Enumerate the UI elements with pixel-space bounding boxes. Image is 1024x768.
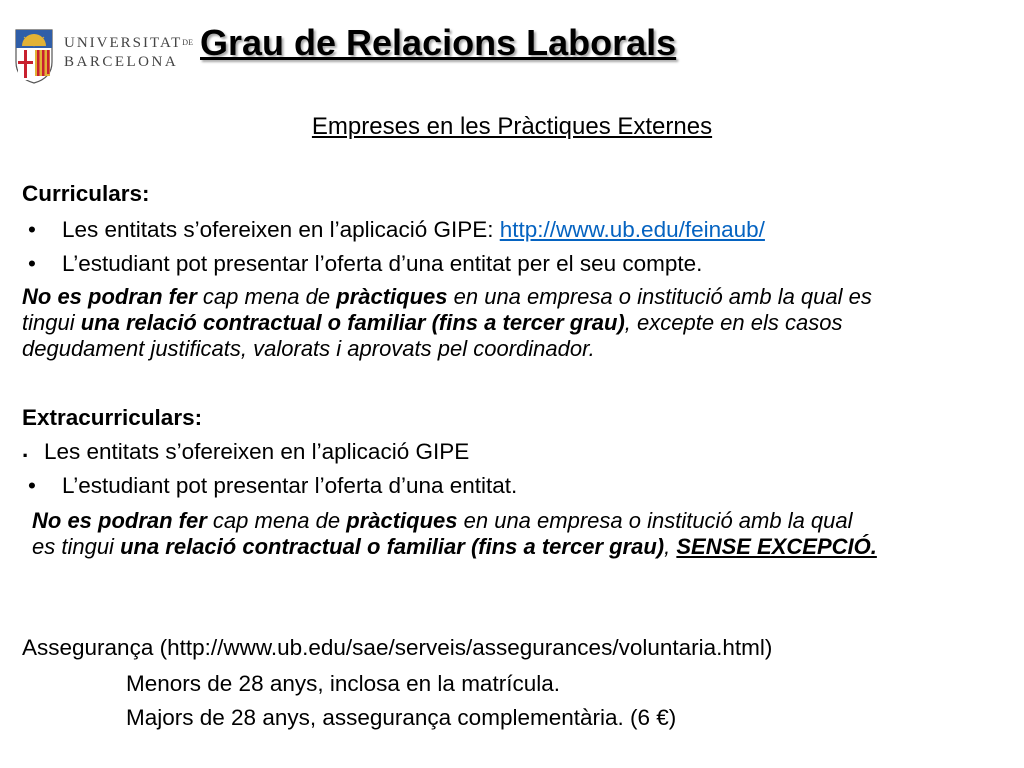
curriculars-item-1-text: Les entitats s’ofereixen en l’aplicació GIPE: bbox=[62, 217, 500, 242]
bullet-icon: • bbox=[28, 251, 36, 276]
insurance-line: Assegurança (http://www.ub.edu/sae/serveis/assegurances/voluntaria.html) bbox=[22, 635, 773, 660]
feinaub-link[interactable]: http://www.ub.edu/feinaub/ bbox=[499, 217, 765, 242]
extracurriculars-note: No es podran fer cap mena de pràctiques en una empresa o institució amb la qual es tingui una relació contractual o familiar (fins a tercer grau), SENSE EXCEPCIÓ. bbox=[32, 508, 877, 559]
insurance-under-28: Menors de 28 anys, inclosa en la matrícula. bbox=[126, 671, 560, 696]
page-title: Grau de Relacions Laborals bbox=[200, 22, 677, 63]
curriculars-item-1 bbox=[62, 216, 765, 244]
university-shield-icon bbox=[14, 28, 54, 84]
curriculars-item-2: L’estudiant pot presentar l’oferta d’una entitat per el seu compte. bbox=[62, 251, 703, 276]
curriculars-heading: Curriculars: bbox=[22, 181, 150, 206]
bullet-icon: • bbox=[28, 217, 36, 242]
extracurriculars-item-1: Les entitats s’ofereixen en l’aplicació GIPE bbox=[44, 439, 470, 464]
extracurriculars-item-1-marker: . bbox=[22, 437, 29, 462]
curriculars-note: No es podran fer cap mena de pràctiques en una empresa o institució amb la qual es tingui una relació contractual o familiar (fins a tercer grau), excepte en els casos degudament justificats, valorats i aprovats pel coordinador. bbox=[22, 284, 872, 361]
page-subtitle: Empreses en les Pràctiques Externes bbox=[311, 113, 713, 140]
extracurriculars-heading: Extracurriculars: bbox=[22, 405, 203, 430]
university-name: $UNIVERSITAT^{DE}$ BARCELONA bbox=[64, 35, 193, 70]
insurance-over-28: Majors de 28 anys, assegurança complementària. (6 €) bbox=[126, 705, 677, 730]
bullet-icon: • bbox=[28, 473, 36, 498]
university-logo bbox=[14, 28, 193, 84]
extracurriculars-item-2: L’estudiant pot presentar l’oferta d’una entitat. bbox=[62, 473, 518, 498]
